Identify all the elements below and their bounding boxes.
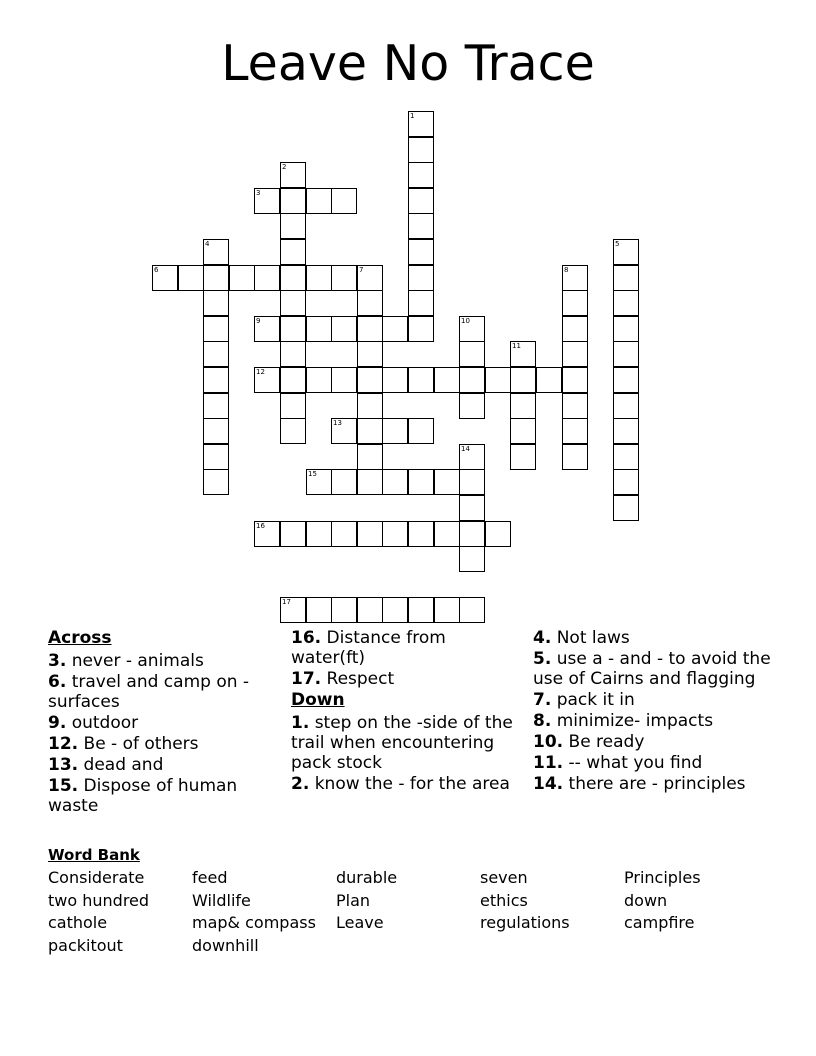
grid-cell[interactable] xyxy=(280,265,306,291)
grid-cell[interactable] xyxy=(357,265,383,291)
grid-cell[interactable] xyxy=(357,316,383,342)
grid-cell[interactable] xyxy=(382,418,408,444)
grid-cell[interactable] xyxy=(357,367,383,393)
grid-cell[interactable] xyxy=(613,341,639,367)
grid-cell[interactable] xyxy=(203,444,229,470)
grid-cell[interactable] xyxy=(613,444,639,470)
grid-cell[interactable] xyxy=(434,521,460,547)
word-bank-item: Wildlife xyxy=(192,891,251,910)
grid-cell[interactable] xyxy=(562,418,588,444)
clue-number: 11 xyxy=(512,342,521,350)
clue-across-3: 3. never - animals xyxy=(48,651,204,671)
grid-cell[interactable] xyxy=(254,316,280,342)
grid-cell[interactable] xyxy=(408,597,434,623)
grid-cell[interactable] xyxy=(510,367,536,393)
grid-cell[interactable] xyxy=(203,393,229,419)
grid-cell[interactable] xyxy=(331,469,357,495)
grid-cell[interactable] xyxy=(434,597,460,623)
grid-cell[interactable] xyxy=(613,469,639,495)
grid-cell[interactable] xyxy=(459,367,485,393)
grid-cell[interactable] xyxy=(280,239,306,265)
grid-cell[interactable] xyxy=(331,367,357,393)
grid-cell[interactable] xyxy=(382,367,408,393)
grid-cell[interactable] xyxy=(408,213,434,239)
grid-cell[interactable] xyxy=(331,418,357,444)
clue-number: 15 xyxy=(308,470,317,478)
grid-cell[interactable] xyxy=(357,341,383,367)
grid-cell[interactable] xyxy=(331,316,357,342)
clue-across-16: 16. Distance from water(ft) xyxy=(291,628,446,668)
grid-cell[interactable] xyxy=(459,495,485,521)
word-bank-item: Leave xyxy=(336,913,384,932)
grid-cell[interactable] xyxy=(280,188,306,214)
grid-cell[interactable] xyxy=(382,316,408,342)
word-bank-item: down xyxy=(624,891,668,910)
grid-cell[interactable] xyxy=(485,521,511,547)
grid-cell[interactable] xyxy=(536,367,562,393)
grid-cell[interactable] xyxy=(408,239,434,265)
clue-down-11: 11. -- what you find xyxy=(533,753,703,773)
word-bank-item: Plan xyxy=(336,891,371,910)
grid-cell[interactable] xyxy=(408,418,434,444)
grid-cell[interactable] xyxy=(152,265,178,291)
grid-cell[interactable] xyxy=(408,265,434,291)
clue-column-3 xyxy=(533,628,783,795)
clue-down-4: 4. Not laws xyxy=(533,628,630,648)
grid-cell[interactable] xyxy=(331,521,357,547)
grid-cell[interactable] xyxy=(613,367,639,393)
grid-cell[interactable] xyxy=(306,521,332,547)
grid-cell[interactable] xyxy=(510,418,536,444)
grid-cell[interactable] xyxy=(280,213,306,239)
grid-cell[interactable] xyxy=(562,265,588,291)
word-bank-item: downhill xyxy=(192,936,259,955)
grid-cell[interactable] xyxy=(357,597,383,623)
grid-cell[interactable] xyxy=(306,469,332,495)
grid-cell[interactable] xyxy=(203,367,229,393)
word-bank-item: two hundred xyxy=(48,891,150,910)
grid-cell[interactable] xyxy=(357,521,383,547)
grid-cell[interactable] xyxy=(203,265,229,291)
grid-cell[interactable] xyxy=(229,265,255,291)
word-bank-item: regulations xyxy=(480,913,570,932)
grid-cell[interactable] xyxy=(613,418,639,444)
grid-cell[interactable] xyxy=(459,444,485,470)
grid-cell[interactable] xyxy=(408,316,434,342)
grid-cell[interactable] xyxy=(357,444,383,470)
grid-cell[interactable] xyxy=(613,290,639,316)
clue-across-9: 9. outdoor xyxy=(48,713,139,733)
grid-cell[interactable] xyxy=(459,597,485,623)
clue-column-1 xyxy=(48,628,278,817)
grid-cell[interactable] xyxy=(357,469,383,495)
grid-cell[interactable] xyxy=(254,367,280,393)
grid-cell[interactable] xyxy=(280,367,306,393)
grid-cell[interactable] xyxy=(562,290,588,316)
grid-cell[interactable] xyxy=(408,469,434,495)
clue-number: 12 xyxy=(256,368,265,376)
word-bank-item: map& compass xyxy=(192,913,316,932)
word-bank-item: Considerate xyxy=(48,868,145,887)
grid-cell[interactable] xyxy=(408,137,434,163)
grid-cell[interactable] xyxy=(408,367,434,393)
clue-across-6: 6. travel and camp on - surfaces xyxy=(48,672,250,712)
grid-cell[interactable] xyxy=(280,597,306,623)
grid-cell[interactable] xyxy=(280,290,306,316)
clue-number: 2 xyxy=(282,163,287,171)
grid-cell[interactable] xyxy=(331,265,357,291)
grid-cell[interactable] xyxy=(357,418,383,444)
grid-cell[interactable] xyxy=(178,265,204,291)
grid-cell[interactable] xyxy=(306,265,332,291)
grid-cell[interactable] xyxy=(613,393,639,419)
clue-down-14: 14. there are - principles xyxy=(533,774,746,794)
grid-cell[interactable] xyxy=(357,393,383,419)
clue-down-10: 10. Be ready xyxy=(533,732,645,752)
grid-cell[interactable] xyxy=(510,393,536,419)
word-bank-title: Word Bank xyxy=(48,846,140,864)
grid-cell[interactable] xyxy=(203,239,229,265)
grid-cell[interactable] xyxy=(203,469,229,495)
clue-down-5: 5. use a - and - to avoid the use of Cairns and flagging xyxy=(533,649,771,689)
grid-cell[interactable] xyxy=(562,367,588,393)
word-bank-item: cathole xyxy=(48,913,108,932)
grid-cell[interactable] xyxy=(382,521,408,547)
grid-cell[interactable] xyxy=(254,521,280,547)
grid-cell[interactable] xyxy=(306,367,332,393)
grid-cell[interactable] xyxy=(306,316,332,342)
grid-cell[interactable] xyxy=(254,265,280,291)
word-bank-item: ethics xyxy=(480,891,528,910)
grid-cell[interactable] xyxy=(434,469,460,495)
clue-down-7: 7. pack it in xyxy=(533,690,635,710)
grid-cell[interactable] xyxy=(203,341,229,367)
down-header: Down xyxy=(291,690,345,710)
word-bank-item: Principles xyxy=(624,868,701,887)
word-bank-item: seven xyxy=(480,868,528,887)
grid-cell[interactable] xyxy=(408,188,434,214)
grid-cell[interactable] xyxy=(613,495,639,521)
clue-across-12: 12. Be - of others xyxy=(48,734,199,754)
clue-number: 16 xyxy=(256,522,265,530)
word-bank-item: durable xyxy=(336,868,398,887)
word-bank-item: campfire xyxy=(624,913,695,932)
word-bank-item: feed xyxy=(192,868,228,887)
grid-cell[interactable] xyxy=(280,316,306,342)
grid-cell[interactable] xyxy=(408,162,434,188)
clue-down-8: 8. minimize- impacts xyxy=(533,711,714,731)
grid-cell[interactable] xyxy=(613,265,639,291)
grid-cell[interactable] xyxy=(203,290,229,316)
across-header: Across xyxy=(48,628,112,648)
grid-cell[interactable] xyxy=(613,239,639,265)
grid-cell[interactable] xyxy=(203,316,229,342)
clue-number: 1 xyxy=(410,112,415,120)
grid-cell[interactable] xyxy=(280,341,306,367)
grid-cell[interactable] xyxy=(280,393,306,419)
grid-cell[interactable] xyxy=(280,418,306,444)
grid-cell[interactable] xyxy=(459,469,485,495)
grid-cell[interactable] xyxy=(459,546,485,572)
grid-cell[interactable] xyxy=(562,341,588,367)
clue-number: 14 xyxy=(461,445,470,453)
clue-number: 10 xyxy=(461,317,470,325)
clue-number: 5 xyxy=(615,240,620,248)
grid-cell[interactable] xyxy=(562,316,588,342)
grid-cell[interactable] xyxy=(382,469,408,495)
word-bank-item: packitout xyxy=(48,936,123,955)
clue-across-17: 17. Respect xyxy=(291,669,395,689)
clue-number: 7 xyxy=(359,266,364,274)
clue-number: 3 xyxy=(256,189,261,197)
puzzle-title: Leave No Trace xyxy=(221,35,595,92)
clue-across-15: 15. Dispose of human waste xyxy=(48,776,238,816)
clue-column-2 xyxy=(291,628,521,795)
grid-cell[interactable] xyxy=(510,444,536,470)
clue-number: 4 xyxy=(205,240,210,248)
grid-cell[interactable] xyxy=(280,521,306,547)
grid-cell[interactable] xyxy=(357,290,383,316)
grid-cell[interactable] xyxy=(254,188,280,214)
grid-cell[interactable] xyxy=(562,393,588,419)
grid-cell[interactable] xyxy=(613,316,639,342)
grid-cell[interactable] xyxy=(331,188,357,214)
grid-cell[interactable] xyxy=(306,597,332,623)
grid-cell[interactable] xyxy=(408,111,434,137)
clue-number: 6 xyxy=(154,266,159,274)
grid-cell[interactable] xyxy=(203,418,229,444)
grid-cell[interactable] xyxy=(408,521,434,547)
grid-cell[interactable] xyxy=(485,367,511,393)
grid-cell[interactable] xyxy=(382,597,408,623)
grid-cell[interactable] xyxy=(459,341,485,367)
grid-cell[interactable] xyxy=(459,316,485,342)
grid-cell[interactable] xyxy=(306,188,332,214)
clue-number: 13 xyxy=(333,419,342,427)
grid-cell[interactable] xyxy=(434,367,460,393)
clue-down-2: 2. know the - for the area xyxy=(291,774,510,794)
clue-number: 9 xyxy=(256,317,261,325)
clue-number: 8 xyxy=(564,266,569,274)
clue-across-13: 13. dead and xyxy=(48,755,164,775)
grid-cell[interactable] xyxy=(280,162,306,188)
grid-cell[interactable] xyxy=(459,393,485,419)
grid-cell[interactable] xyxy=(510,341,536,367)
clue-down-1: 1. step on the -side of the trail when encountering pack stock xyxy=(291,713,513,773)
grid-cell[interactable] xyxy=(408,290,434,316)
grid-cell[interactable] xyxy=(459,521,485,547)
clue-number: 17 xyxy=(282,598,291,606)
grid-cell[interactable] xyxy=(331,597,357,623)
grid-cell[interactable] xyxy=(562,444,588,470)
